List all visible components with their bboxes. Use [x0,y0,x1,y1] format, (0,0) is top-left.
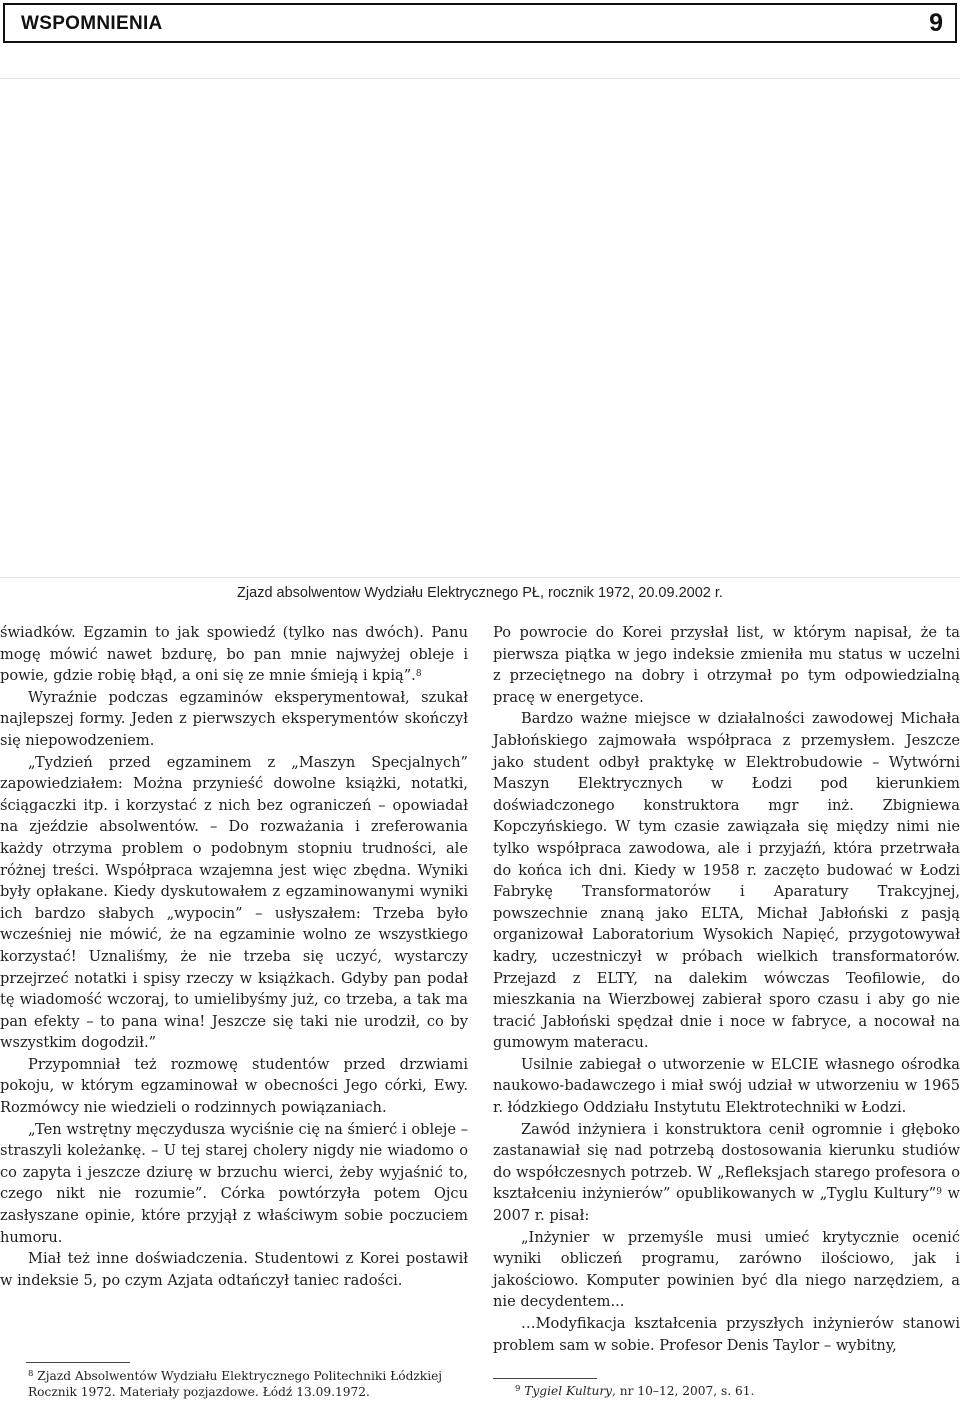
paragraph: świadków. Egzamin to jak spowiedź (tylko nas dwóch). Panu mogę mówić nawet bzdurę, bo pan mnie najwyżej obleje i powie, gdzie robię błąd, a oni się ze mnie śmieją i kpią”.$^8$ [0,624,468,685]
footnote-ref: 8 [415,669,422,680]
group-photo [0,78,960,578]
photo-caption: Zjazd absolwentow Wydziału Elektrycznego PŁ, rocznik 1972, 20.09.2002 r. [237,585,723,601]
footnote-rule [26,1362,130,1363]
footnote-number: 9 [515,1384,521,1394]
paragraph: Bardzo ważne miejsce w działalności zawodowej Michała Jabłońskiego zajmowała współpraca z przemysłem. Jeszcze jako student odbył praktykę w Elektrobudowie – Wytwórni Maszyn Elektrycznych w Łodzi pod kierunkiem doświadczonego konstruktora mgr inż. Zbigniewa Kopczyńskiego. W tym czasie zawiązała się między nimi nie tylko współpraca zawodowa, ale i przyjaźń, która przetrwała do końca ich dni. Kiedy w 1958 r. zaczęto budować w Łodzi Fabrykę Transformatorów i Aparatury Trakcyjnej, powszechnie znaną jako ELTA, Michał Jabłoński z pasją organizował Laboratorium Wysokich Napięć, przygotowywał kadry, uczestniczył w próbach wielkich transformatorów. Przejazd z ELTY, na dalekim wówczas Teofilowie, do mieszkania na Wierzbowej zabierał sporo czasu i aby go nie tracić Jabłoński spędzał dnie i noce w fabryce, a nocował na gumowym materacu. [493,710,960,1052]
footnote-title: Tygiel Kultury [524,1384,613,1398]
section-header [3,3,957,43]
paragraph: Wyraźnie podczas egzaminów eksperymentował, szukał najlepszej formy. Jeden z pierwszych eksperymentów skończył się niepowodzeniem. [0,688,468,749]
footnote-rule [493,1378,597,1379]
footnote-9: $^9$ Tygiel Kultury, nr 10–12, 2007, s. 61. [515,1384,755,1398]
paragraph: Miał też inne doświadczenia. Studentowi z Korei postawił w indeksie 5, po czym Azjata odtańczył taniec radości. [0,1250,468,1289]
paragraph: Po powrocie do Korei przysłał list, w którym napisał, że ta pierwsza piątka w jego indeksie zmieniła mu status w uczelni z przeciętnego na dobry i otrzymał po tym odpowiedzialną pracę w energetyce. [493,624,960,706]
paragraph: „Tydzień przed egzaminem z „Maszyn Specjalnych” zapowiedziałem: Można przynieść dowolne książki, notatki, ściągaczki itp. i korzystać z nich bez ograniczeń – opowiadał na zjeździe absolwentów. – Do rozważania i zreferowania każdy otrzyma problem o podobnym stopniu trudności, ale różnej treści. Współpraca wzajemna jest więc zbędna. Wyniki były opłakane. Kiedy dyskutowałem z egzaminowanymi wyniki ich bardzo słabych „wypocin” – usłyszałem: Trzeba było wcześniej nie mówić, że na egzaminie wolno ze wszystkiego korzystać! Uznaliśmy, że nie trzeba się uczyć, wystarczy przejrzeć notatki i spisy rzeczy w książkach. Gdyby pan podał tę wiadomość wczoraj, to umielibyśmy już, co trzeba, a tak ma pan efekty – to pana wina! Jeszcze się taki nie urodził, co by wszystkim dogodził.” [0,753,468,1052]
right-column [493,622,960,1356]
section-title: WSPOMNIENIA [21,13,163,34]
footnote-number: 8 [28,1369,34,1379]
page-number: 9 [929,9,943,37]
footnote-8: $^8$ Zjazd Absolwentów Wydziału Elektrycznego Politechniki Łódzkiej Rocznik 1972. Materiały pozjazdowe. Łódź 13.09.1972. [28,1369,443,1399]
paragraph: Zawód inżyniera i konstruktora cenił ogromnie i głęboko zastanawiał się nad potrzebą dostosowania kierunku studiów do współczesnych potrzeb. W „Refleksjach starego profesora o kształceniu inżynierów” opublikowanych w „Tyglu Kultury”$^9$ w 2007 r. pisał: [493,1120,960,1225]
paragraph: „Ten wstrętny męczydusza wyciśnie cię na śmierć i obleje – straszyli koleżankę. – U tej starej cholery nigdy nie wiadomo o co zapyta i jeszcze dziurę w brzuchu wierci, żeby wyjaśnić to, czego nikt nie rozumie”. Córka powtórzyła potem Ojcu zasłyszane opinie, które przyjął z właściwym sobie poczuciem humoru. [0,1120,468,1246]
left-column [0,622,468,1291]
quote-paragraph: „Inżynier w przemyśle musi umieć krytycznie ocenić wyniki obliczeń programu, zarówno ilościowo, jak i jakościowo. Komputer powinien być dla niego narzędziem, a nie decydentem... [493,1228,960,1311]
quote-paragraph: …Modyfikacja kształcenia przyszłych inżynierów stanowi problem sam w sobie. Profesor Denis Taylor – wybitny, [493,1315,960,1354]
paragraph: Usilnie zabiegał o utworzenie w ELCIE własnego ośrodka naukowo-badawczego i miał swój udział w utworzeniu w 1965 r. łódzkiego Oddziału Instytutu Elektrotechniki w Łodzi. [493,1055,960,1117]
footnote-ref: 9 [936,1187,942,1198]
paragraph: Przypomniał też rozmowę studentów przed drzwiami pokoju, w którym egzaminował w obecności Jego córki, Ewy. Rozmówcy nie wiedzieli o rodzinnych powiązaniach. [0,1055,468,1117]
